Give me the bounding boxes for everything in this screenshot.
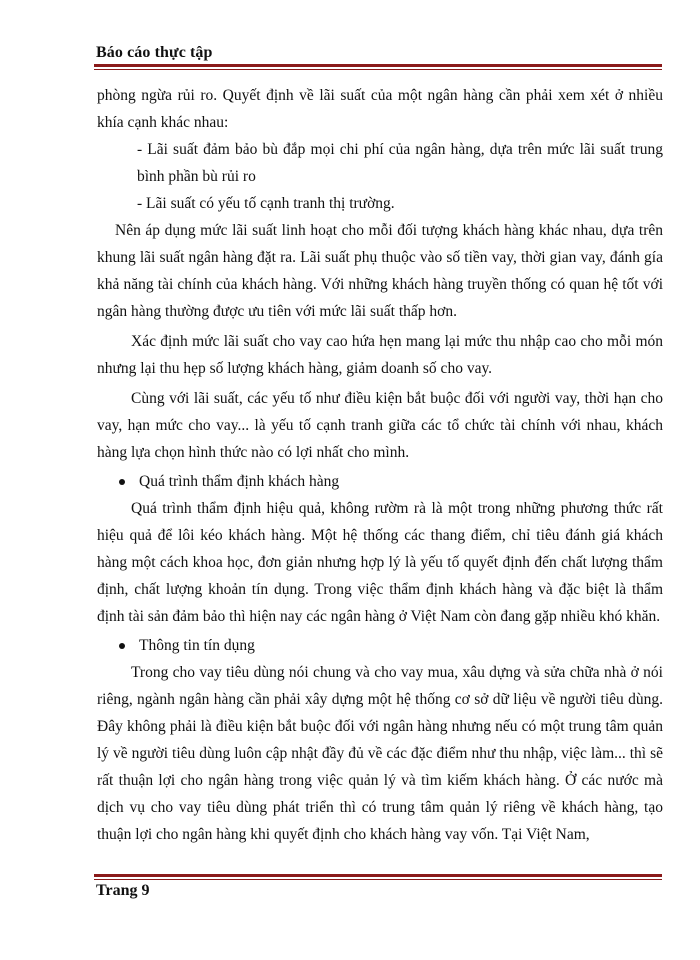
footer-rule bbox=[94, 874, 662, 880]
paragraph-6: Trong cho vay tiêu dùng nói chung và cho vay mua, xâu dựng và sửa chữa nhà ở nói riêng, ngành ngân hàng cần phải xây dựng một hệ thống cơ sở dữ liệu về người tiêu dùng. Đây không phải là điều kiện bắt buộc đối với ngân hàng nhưng nếu có một trung tâm quản lý về người tiêu dùng luôn cập nhật đầy đủ về các đặc điểm như thu nhập, việc làm... thì sẽ rất thuận lợi cho ngân hàng trong việc quản lý và tìm kiếm khách hàng. Ở các nước mà dịch vụ cho vay tiêu dùng phát triển thì có trung tâm quản lý riêng về khách hàng, tạo thuận lợi cho ngân hàng khi quyết định cho khách hàng vay vốn. Tại Việt Nam, bbox=[97, 664, 663, 843]
header-rule-thin bbox=[94, 69, 662, 70]
header-rule-thick bbox=[94, 64, 662, 67]
paragraph-2: Nên áp dụng mức lãi suất linh hoạt cho mỗi đối tượng khách hàng khác nhau, dựa trên khung lãi suất ngân hàng đặt ra. Lãi suất phụ thuộc vào số tiền vay, thời gian vay, đánh gía khả năng tài chính của khách hàng. Với những khách hàng truyền thống có quan hệ tốt với ngân hàng thường được ưu tiên với mức lãi suất thấp hơn. bbox=[97, 222, 663, 320]
bullet-label-2: Thông tin tín dụng bbox=[139, 637, 255, 654]
paragraph-4: Cùng với lãi suất, các yếu tố như điều kiện bắt buộc đối với người vay, thời hạn cho vay, hạn mức cho vay... là yếu tố cạnh tranh giữa các tổ chức tài chính với nhau, khách hàng lựa chọn hình thức nào có lợi nhất cho mình. bbox=[97, 390, 663, 461]
paragraph-1: phòng ngừa rủi ro. Quyết định về lãi suất của một ngân hàng cần phải xem xét ở nhiều khía cạnh khác nhau: bbox=[97, 87, 663, 131]
page-number: Trang 9 bbox=[96, 882, 150, 899]
bullet-label-1: Quá trình thẩm định khách hàng bbox=[139, 473, 340, 490]
paragraph-3: Xác định mức lãi suất cho vay cao hứa hẹn mang lại mức thu nhập cao cho mỗi món nhưng lại thu hẹp số lượng khách hàng, giảm doanh số cho vay. bbox=[97, 333, 663, 377]
body-text bbox=[97, 82, 663, 848]
bullet-item-2 bbox=[97, 632, 663, 659]
footer-rule-thick bbox=[94, 874, 662, 877]
bullet-icon bbox=[119, 643, 125, 649]
header-rule bbox=[94, 64, 662, 70]
paragraph-5: Quá trình thẩm định hiệu quả, không rườm rà là một trong những phương thức rất hiệu quả để lôi kéo khách hàng. Một hệ thống các thang điểm, chỉ tiêu đánh giá khách hàng một cách khoa học, đơn giản nhưng hợp lý là yếu tố quyết định đến chất lượng thẩm định, chất lượng khoản tín dụng. Trong việc thẩm định khách hàng và đặc biệt là thẩm định tài sản đảm bảo thì hiện nay các ngân hàng ở Việt Nam còn đang gặp nhiều khó khăn. bbox=[97, 500, 663, 625]
footer-rule-thin bbox=[94, 879, 662, 880]
dash-item-1: - Lãi suất đảm bảo bù đắp mọi chi phí của ngân hàng, dựa trên mức lãi suất trung bình phần bù rủi ro bbox=[137, 141, 663, 185]
bullet-item-1 bbox=[97, 468, 663, 495]
bullet-icon bbox=[119, 479, 125, 485]
dash-item-2: - Lãi suất có yếu tố cạnh tranh thị trường. bbox=[137, 195, 395, 212]
header-title: Báo cáo thực tập bbox=[96, 44, 213, 61]
